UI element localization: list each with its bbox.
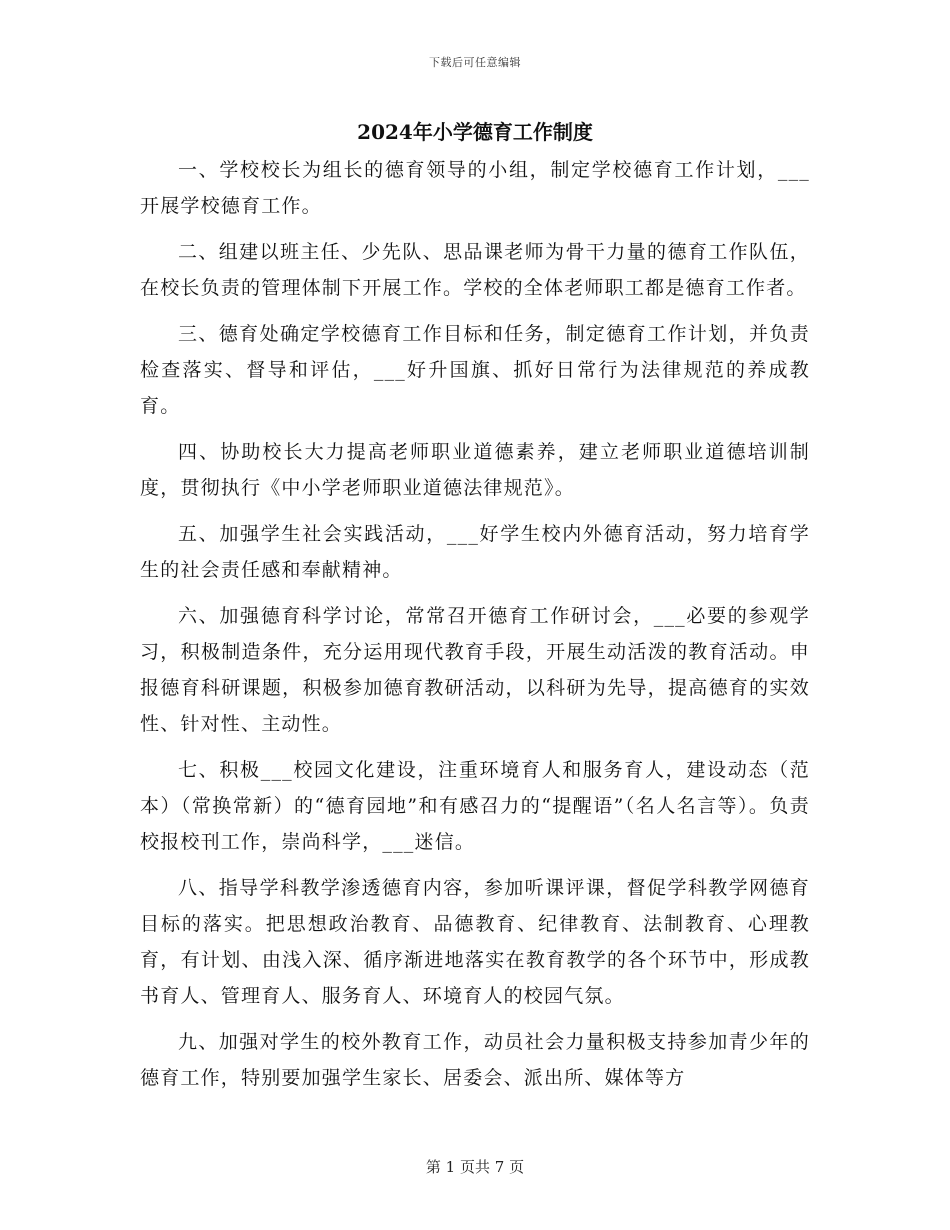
paragraph-5: 五、加强学生社会实践活动，___好学生校内外德育活动，努力培育学生的社会责任感和奉献精神。: [140, 523, 810, 581]
paragraph-2: 二、组建以班主任、少先队、思品课老师为骨干力量的德育工作队伍，在校长负责的管理体制下开展工作。学校的全体老师职工都是德育工作者。: [140, 241, 810, 299]
paragraph-4: 四、协助校长大力提高老师职业道德素养，建立老师职业道德培训制度，贯彻执行《中小学老师职业道德法律规范》。: [140, 441, 810, 499]
paragraph-9: 九、加强对学生的校外教育工作，动员社会力量积极支持参加青少年的德育工作，特别要加强学生家长、居委会、派出所、媒体等方: [140, 1031, 810, 1089]
paragraph-7: 七、积极___校园文化建设，注重环境育人和服务育人，建设动态（范本）（常换常新）的“德育园地”和有感召力的“提醒语”（名人名言等）。负责校报校刊工作，崇尚科学，___迷信。: [140, 759, 810, 853]
paragraph-3: 三、德育处确定学校德育工作目标和任务，制定德育工作计划，并负责检查落实、督导和评估，___好升国旗、抓好日常行为法律规范的养成教育。: [140, 323, 810, 417]
paragraph-1: 一、学校校长为组长的德育领导的小组，制定学校德育工作计划，___开展学校德育工作。: [140, 159, 810, 217]
page-number-footer: 第 1 页共 7 页: [425, 1158, 525, 1176]
paragraph-8: 八、指导学科教学渗透德育内容，参加听课评课，督促学科教学网德育目标的落实。把思想政治教育、品德教育、纪律教育、法制教育、心理教育，有计划、由浅入深、循序渐进地落实在教育教学的各个环节中，形成教书育人、管理育人、服务育人、环境育人的校园气氛。: [140, 877, 810, 1007]
paragraph-6: 六、加强德育科学讨论，常常召开德育工作研讨会，___必要的参观学习，积极制造条件，充分运用现代教育手段，开展生动活泼的教育活动。申报德育科研课题，积极参加德育教研活动，以科研为先导，提高德育的实效性、针对性、主动性。: [140, 605, 810, 735]
document-body: [140, 152, 810, 1106]
document-title: 2024年小学德育工作制度: [357, 120, 593, 144]
header-note: 下载后可任意编辑: [429, 56, 521, 69]
